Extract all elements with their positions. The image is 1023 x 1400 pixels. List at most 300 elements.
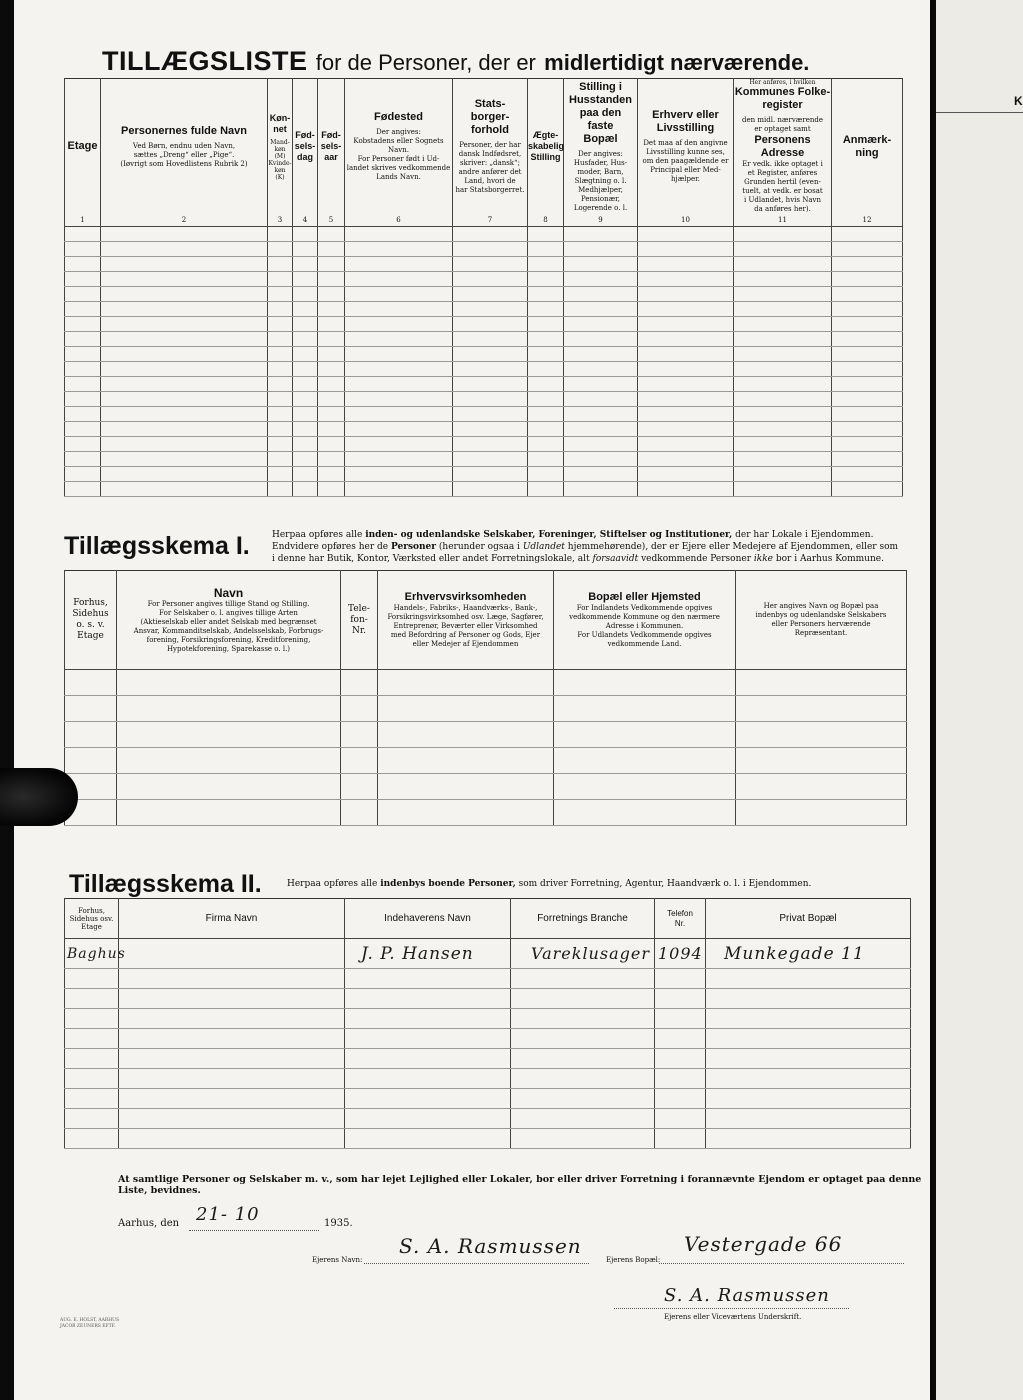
entry-cell[interactable] (345, 1009, 511, 1029)
entry-cell[interactable] (345, 1069, 511, 1089)
entry-cell[interactable] (341, 722, 378, 748)
entry-cell[interactable] (268, 302, 293, 317)
entry-cell[interactable] (528, 482, 564, 497)
entry-cell[interactable] (655, 1129, 706, 1149)
entry-cell[interactable] (117, 722, 341, 748)
entry-cell[interactable] (453, 257, 528, 272)
entry-cell[interactable] (293, 302, 318, 317)
entry-cell[interactable] (706, 1069, 911, 1089)
entry-cell[interactable] (638, 467, 734, 482)
entry-cell[interactable] (293, 287, 318, 302)
entry-cell[interactable] (832, 302, 903, 317)
entry-cell[interactable] (528, 257, 564, 272)
entry-cell[interactable] (832, 422, 903, 437)
entry-cell[interactable] (318, 257, 345, 272)
entry-cell[interactable] (101, 332, 268, 347)
entry-cell[interactable] (453, 452, 528, 467)
entry-cell[interactable] (119, 1069, 345, 1089)
entry-cell[interactable] (655, 989, 706, 1009)
entry-cell[interactable] (453, 272, 528, 287)
entry-cell[interactable] (832, 272, 903, 287)
entry-cell[interactable] (318, 347, 345, 362)
entry-cell[interactable] (706, 1029, 911, 1049)
entry-cell[interactable] (345, 257, 453, 272)
entry-cell[interactable] (293, 452, 318, 467)
entry-cell[interactable] (345, 452, 453, 467)
entry-cell[interactable] (655, 1109, 706, 1129)
entry-cell[interactable] (564, 362, 638, 377)
entry-cell[interactable] (734, 242, 832, 257)
entry-cell[interactable] (832, 347, 903, 362)
entry-cell[interactable] (453, 392, 528, 407)
entry-cell[interactable] (638, 422, 734, 437)
entry-cell[interactable] (101, 317, 268, 332)
entry-cell[interactable] (345, 1129, 511, 1149)
entry-cell[interactable] (832, 377, 903, 392)
entry-cell[interactable] (734, 257, 832, 272)
entry-cell[interactable] (119, 989, 345, 1009)
entry-cell[interactable] (528, 302, 564, 317)
entry-cell[interactable] (734, 407, 832, 422)
entry-cell[interactable] (318, 242, 345, 257)
entry-cell[interactable] (655, 969, 706, 989)
entry-cell[interactable] (528, 287, 564, 302)
entry-cell[interactable] (564, 302, 638, 317)
entry-cell[interactable] (655, 1009, 706, 1029)
entry-cell[interactable] (65, 227, 101, 242)
entry-cell[interactable] (293, 242, 318, 257)
entry-cell[interactable] (293, 317, 318, 332)
entry-cell[interactable] (117, 800, 341, 826)
entry-cell[interactable] (453, 422, 528, 437)
entry-cell[interactable] (101, 272, 268, 287)
entry-cell[interactable] (528, 347, 564, 362)
entry-cell[interactable] (511, 989, 655, 1009)
entry-cell[interactable] (453, 302, 528, 317)
entry-cell[interactable] (638, 377, 734, 392)
entry-cell[interactable] (453, 377, 528, 392)
entry-cell[interactable] (318, 437, 345, 452)
entry-cell[interactable] (511, 969, 655, 989)
entry-cell[interactable] (318, 467, 345, 482)
entry-cell[interactable] (345, 422, 453, 437)
entry-cell[interactable] (268, 407, 293, 422)
entry-cell[interactable] (528, 272, 564, 287)
entry-cell[interactable] (554, 696, 736, 722)
entry-cell[interactable] (832, 242, 903, 257)
entry-cell[interactable] (734, 287, 832, 302)
entry-cell[interactable] (734, 377, 832, 392)
entry-cell[interactable] (101, 257, 268, 272)
entry-cell[interactable] (564, 482, 638, 497)
entry-cell[interactable] (734, 332, 832, 347)
entry-cell[interactable] (734, 227, 832, 242)
entry-cell[interactable] (293, 272, 318, 287)
entry-cell[interactable] (318, 392, 345, 407)
entry-cell[interactable] (734, 437, 832, 452)
entry-cell[interactable] (638, 317, 734, 332)
entry-cell[interactable] (528, 422, 564, 437)
entry-cell[interactable] (318, 482, 345, 497)
entry-cell[interactable] (101, 452, 268, 467)
entry-cell[interactable] (638, 407, 734, 422)
entry-cell[interactable] (528, 227, 564, 242)
entry-cell[interactable] (345, 989, 511, 1009)
entry-cell[interactable] (453, 227, 528, 242)
entry-cell[interactable] (293, 347, 318, 362)
entry-cell[interactable] (341, 670, 378, 696)
entry-cell[interactable] (734, 317, 832, 332)
entry-cell[interactable] (655, 1049, 706, 1069)
entry-cell[interactable] (554, 800, 736, 826)
entry-cell[interactable] (638, 257, 734, 272)
entry-cell[interactable] (564, 347, 638, 362)
entry-cell[interactable] (554, 748, 736, 774)
entry-cell[interactable] (528, 317, 564, 332)
entry-cell[interactable] (65, 722, 117, 748)
entry-cell[interactable] (638, 302, 734, 317)
entry-cell[interactable] (65, 302, 101, 317)
entry-cell[interactable] (734, 272, 832, 287)
entry-cell[interactable] (453, 287, 528, 302)
entry-cell[interactable] (638, 272, 734, 287)
entry-cell[interactable] (832, 227, 903, 242)
entry-cell[interactable] (564, 332, 638, 347)
entry-cell[interactable] (268, 242, 293, 257)
entry-cell[interactable] (511, 1089, 655, 1109)
entry-cell[interactable] (318, 422, 345, 437)
entry-cell[interactable] (564, 317, 638, 332)
entry-cell[interactable] (318, 332, 345, 347)
entry-cell[interactable] (268, 287, 293, 302)
entry-cell[interactable] (293, 392, 318, 407)
entry-cell[interactable] (564, 287, 638, 302)
entry-cell[interactable] (268, 467, 293, 482)
entry-cell[interactable] (832, 407, 903, 422)
entry-cell[interactable] (65, 969, 119, 989)
entry-cell[interactable] (736, 774, 907, 800)
entry-cell[interactable] (268, 317, 293, 332)
entry-cell[interactable] (117, 670, 341, 696)
entry-cell[interactable] (345, 272, 453, 287)
entry-cell[interactable] (453, 482, 528, 497)
entry-cell[interactable] (65, 287, 101, 302)
entry-cell[interactable] (318, 452, 345, 467)
entry-cell[interactable] (378, 722, 554, 748)
entry-cell[interactable] (101, 392, 268, 407)
entry-cell[interactable] (293, 407, 318, 422)
entry-cell[interactable] (706, 1049, 911, 1069)
entry-cell[interactable] (736, 696, 907, 722)
entry-cell[interactable] (453, 317, 528, 332)
entry-cell[interactable] (341, 696, 378, 722)
entry-cell[interactable] (638, 452, 734, 467)
entry-cell[interactable] (528, 437, 564, 452)
entry-cell[interactable] (554, 722, 736, 748)
entry-cell[interactable] (318, 362, 345, 377)
entry-cell[interactable] (318, 227, 345, 242)
entry-cell[interactable] (655, 1089, 706, 1109)
entry-cell[interactable] (293, 467, 318, 482)
entry-cell[interactable] (268, 272, 293, 287)
entry-cell[interactable] (119, 969, 345, 989)
entry-cell[interactable] (65, 242, 101, 257)
entry-cell[interactable] (345, 437, 453, 452)
entry-cell[interactable] (65, 272, 101, 287)
entry-cell[interactable] (453, 242, 528, 257)
entry-cell[interactable] (736, 670, 907, 696)
entry-cell[interactable] (453, 332, 528, 347)
entry-cell[interactable] (65, 377, 101, 392)
entry-cell[interactable] (511, 1069, 655, 1089)
entry-cell[interactable] (734, 422, 832, 437)
entry-cell[interactable] (101, 377, 268, 392)
entry-cell[interactable] (101, 227, 268, 242)
entry-cell[interactable] (706, 1129, 911, 1149)
entry-cell[interactable] (345, 302, 453, 317)
entry-cell[interactable] (638, 287, 734, 302)
entry-cell[interactable] (318, 272, 345, 287)
entry-cell[interactable] (101, 347, 268, 362)
entry-cell[interactable] (65, 482, 101, 497)
entry-cell[interactable] (65, 1029, 119, 1049)
entry-cell[interactable] (318, 377, 345, 392)
entry-cell[interactable] (706, 1009, 911, 1029)
entry-cell[interactable] (65, 422, 101, 437)
entry-cell[interactable] (564, 257, 638, 272)
entry-cell[interactable] (511, 1109, 655, 1129)
entry-cell[interactable] (345, 1029, 511, 1049)
entry-cell[interactable] (65, 452, 101, 467)
entry-cell[interactable] (832, 452, 903, 467)
entry-cell[interactable] (65, 332, 101, 347)
entry-cell[interactable] (293, 332, 318, 347)
entry-cell[interactable] (119, 1029, 345, 1049)
entry-cell[interactable] (564, 437, 638, 452)
entry-cell[interactable] (378, 774, 554, 800)
entry-cell[interactable] (453, 467, 528, 482)
entry-cell[interactable] (706, 1109, 911, 1129)
entry-cell[interactable] (345, 362, 453, 377)
entry-cell[interactable] (268, 227, 293, 242)
entry-cell[interactable] (638, 437, 734, 452)
entry-cell[interactable] (65, 1129, 119, 1149)
entry-cell[interactable] (832, 482, 903, 497)
entry-cell[interactable] (101, 422, 268, 437)
entry-cell[interactable] (378, 670, 554, 696)
entry-cell[interactable] (293, 257, 318, 272)
entry-cell[interactable] (268, 392, 293, 407)
entry-cell[interactable] (65, 437, 101, 452)
entry-cell[interactable] (564, 242, 638, 257)
entry-cell[interactable] (554, 670, 736, 696)
entry-cell[interactable] (528, 407, 564, 422)
entry-cell[interactable] (511, 1009, 655, 1029)
entry-cell[interactable] (65, 317, 101, 332)
entry-cell[interactable] (564, 272, 638, 287)
entry-cell[interactable] (378, 696, 554, 722)
entry-cell[interactable] (832, 332, 903, 347)
entry-cell[interactable] (638, 227, 734, 242)
entry-cell[interactable] (528, 392, 564, 407)
entry-cell[interactable] (268, 377, 293, 392)
entry-cell[interactable] (65, 1009, 119, 1029)
entry-cell[interactable] (638, 242, 734, 257)
entry-cell[interactable] (554, 774, 736, 800)
entry-cell[interactable] (119, 1129, 345, 1149)
entry-cell[interactable] (318, 317, 345, 332)
entry-cell[interactable] (511, 1129, 655, 1149)
entry-cell[interactable] (564, 392, 638, 407)
entry-cell[interactable] (65, 362, 101, 377)
entry-cell[interactable] (453, 347, 528, 362)
entry-cell[interactable] (65, 1069, 119, 1089)
entry-cell[interactable] (345, 1089, 511, 1109)
entry-cell[interactable] (345, 377, 453, 392)
entry-cell[interactable] (119, 1089, 345, 1109)
entry-cell[interactable] (832, 437, 903, 452)
entry-cell[interactable] (378, 748, 554, 774)
entry-cell[interactable] (117, 696, 341, 722)
entry-cell[interactable] (736, 722, 907, 748)
entry-cell[interactable] (119, 1049, 345, 1069)
entry-cell[interactable] (119, 1009, 345, 1029)
entry-cell[interactable] (832, 467, 903, 482)
entry-cell[interactable] (293, 482, 318, 497)
entry-cell[interactable] (65, 1089, 119, 1109)
entry-cell[interactable] (638, 347, 734, 362)
entry-cell[interactable] (65, 670, 117, 696)
entry-cell[interactable] (101, 242, 268, 257)
entry-cell[interactable] (117, 774, 341, 800)
entry-cell[interactable] (528, 332, 564, 347)
entry-cell[interactable] (101, 287, 268, 302)
entry-cell[interactable] (341, 800, 378, 826)
entry-cell[interactable] (293, 437, 318, 452)
entry-cell[interactable] (65, 1049, 119, 1069)
entry-cell[interactable] (293, 377, 318, 392)
entry-cell[interactable] (736, 748, 907, 774)
entry-cell[interactable] (655, 1029, 706, 1049)
entry-cell[interactable] (65, 696, 117, 722)
entry-cell[interactable] (832, 317, 903, 332)
entry-cell[interactable] (341, 748, 378, 774)
entry-cell[interactable] (318, 407, 345, 422)
entry-cell[interactable] (65, 407, 101, 422)
entry-cell[interactable] (638, 392, 734, 407)
entry-cell[interactable] (65, 748, 117, 774)
entry-cell[interactable] (268, 437, 293, 452)
entry-cell[interactable] (268, 482, 293, 497)
entry-cell[interactable] (65, 1109, 119, 1129)
entry-cell[interactable] (564, 452, 638, 467)
entry-cell[interactable] (318, 287, 345, 302)
entry-cell[interactable] (345, 242, 453, 257)
entry-cell[interactable] (341, 774, 378, 800)
entry-cell[interactable] (638, 362, 734, 377)
entry-cell[interactable] (511, 1049, 655, 1069)
entry-cell[interactable] (293, 227, 318, 242)
entry-cell[interactable] (832, 362, 903, 377)
entry-cell[interactable] (345, 1109, 511, 1129)
entry-cell[interactable] (268, 332, 293, 347)
entry-cell[interactable] (564, 407, 638, 422)
entry-cell[interactable] (378, 800, 554, 826)
entry-cell[interactable] (528, 362, 564, 377)
entry-cell[interactable] (65, 467, 101, 482)
entry-cell[interactable] (564, 467, 638, 482)
entry-cell[interactable] (65, 392, 101, 407)
entry-cell[interactable] (528, 377, 564, 392)
entry-cell[interactable] (65, 989, 119, 1009)
entry-cell[interactable] (345, 407, 453, 422)
entry-cell[interactable] (706, 969, 911, 989)
entry-cell[interactable] (345, 332, 453, 347)
entry-cell[interactable] (564, 227, 638, 242)
entry-cell[interactable] (528, 242, 564, 257)
entry-cell[interactable] (101, 302, 268, 317)
entry-cell[interactable] (65, 257, 101, 272)
entry-cell[interactable] (734, 362, 832, 377)
entry-cell[interactable] (706, 1089, 911, 1109)
entry-cell[interactable] (293, 422, 318, 437)
entry-cell[interactable] (65, 347, 101, 362)
entry-cell[interactable] (268, 257, 293, 272)
entry-cell[interactable] (293, 362, 318, 377)
entry-cell[interactable] (268, 422, 293, 437)
entry-cell[interactable] (345, 347, 453, 362)
entry-cell[interactable] (345, 467, 453, 482)
entry-cell[interactable] (734, 302, 832, 317)
entry-cell[interactable] (117, 748, 341, 774)
entry-cell[interactable] (734, 467, 832, 482)
entry-cell[interactable] (528, 452, 564, 467)
entry-cell[interactable] (101, 467, 268, 482)
entry-cell[interactable] (345, 392, 453, 407)
entry-cell[interactable] (318, 302, 345, 317)
entry-cell[interactable] (736, 800, 907, 826)
entry-cell[interactable] (638, 332, 734, 347)
entry-cell[interactable] (345, 287, 453, 302)
entry-cell[interactable] (734, 392, 832, 407)
entry-cell[interactable] (345, 969, 511, 989)
entry-cell[interactable] (453, 437, 528, 452)
entry-cell[interactable] (564, 377, 638, 392)
entry-cell[interactable] (638, 482, 734, 497)
entry-cell[interactable] (101, 362, 268, 377)
entry-cell[interactable] (345, 227, 453, 242)
entry-cell[interactable] (528, 467, 564, 482)
entry-cell[interactable] (101, 407, 268, 422)
entry-cell[interactable] (706, 989, 911, 1009)
entry-cell[interactable] (655, 1069, 706, 1089)
entry-cell[interactable] (268, 362, 293, 377)
entry-cell[interactable] (832, 257, 903, 272)
entry-cell[interactable] (734, 482, 832, 497)
entry-cell[interactable] (101, 482, 268, 497)
entry-cell[interactable] (119, 1109, 345, 1129)
entry-cell[interactable] (734, 347, 832, 362)
entry-cell[interactable] (268, 347, 293, 362)
entry-cell[interactable] (832, 287, 903, 302)
entry-cell[interactable] (345, 1049, 511, 1069)
entry-cell[interactable] (511, 1029, 655, 1049)
entry-cell[interactable] (453, 362, 528, 377)
entry-cell[interactable] (564, 422, 638, 437)
entry-cell[interactable] (453, 407, 528, 422)
entry-cell[interactable] (101, 437, 268, 452)
entry-cell[interactable] (345, 482, 453, 497)
